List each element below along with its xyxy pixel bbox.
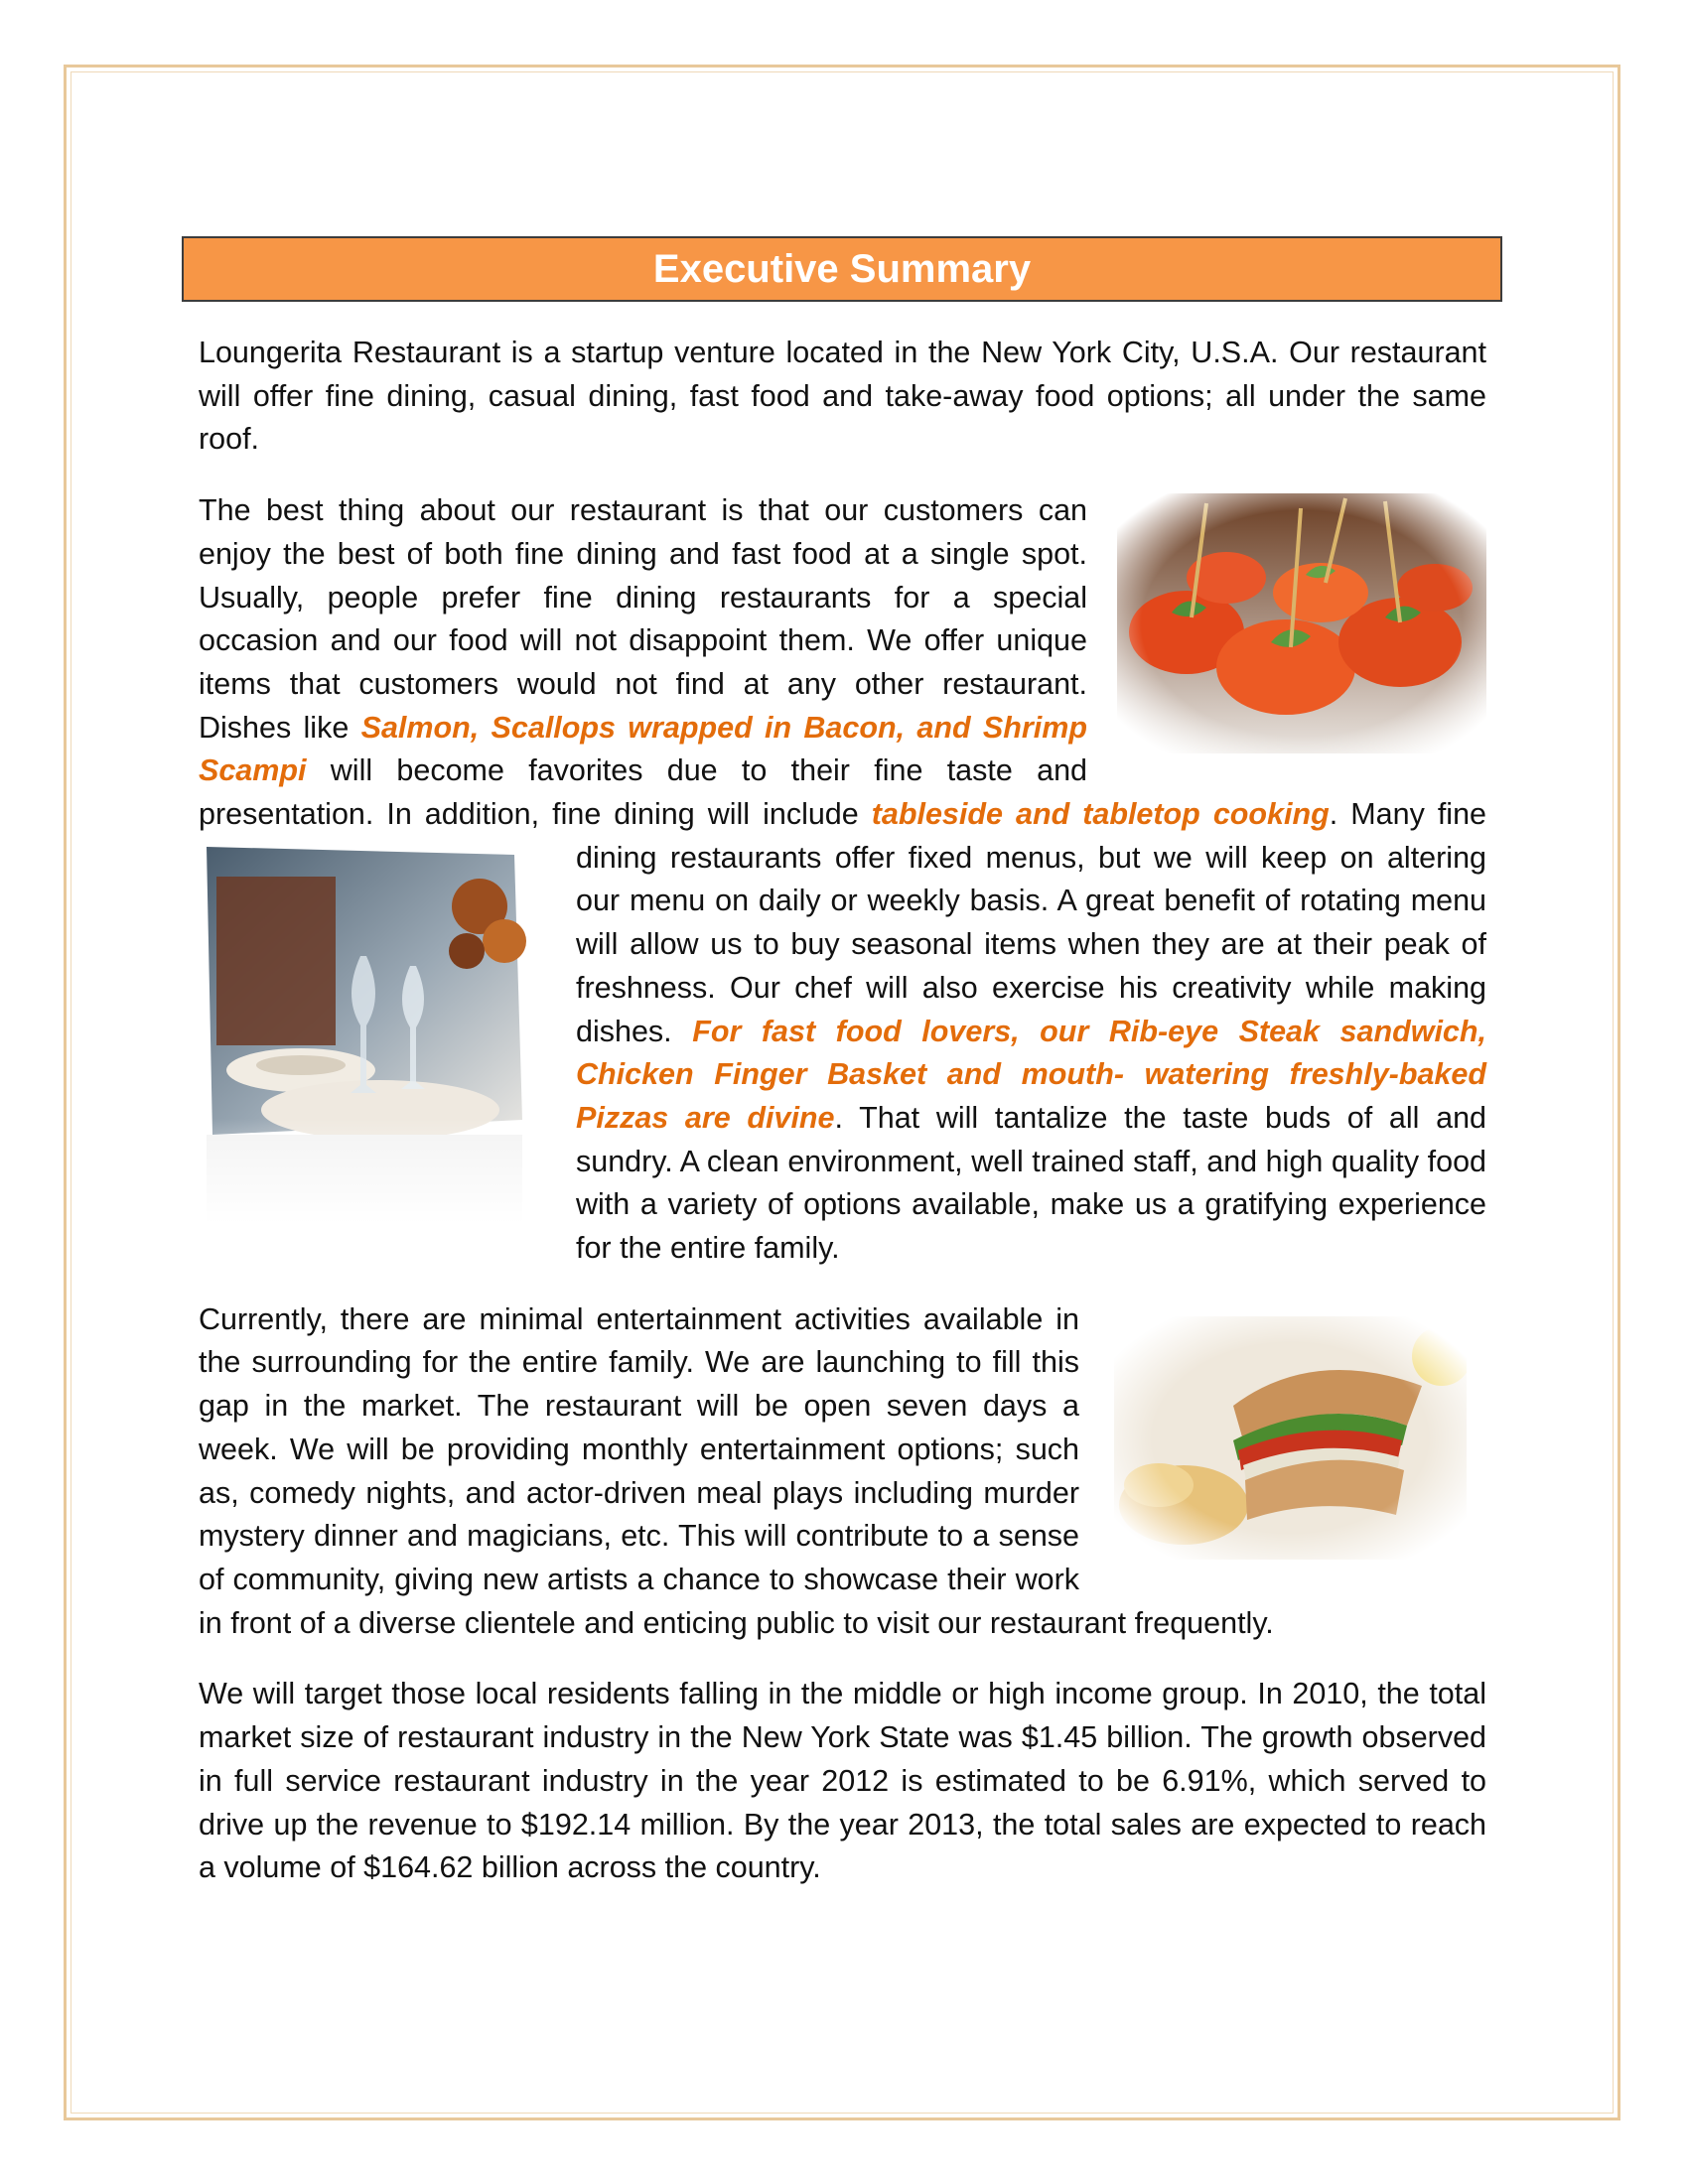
page-title: Executive Summary: [652, 246, 1032, 291]
paragraph-menu-text-1: The best thing about our restaurant is that our customers can enjoy the best of both fine dining and fast food at a single spot. Usually, people prefer fine dining restaurants for a special occasion and our food will not disappoint them. We offer unique items that customers would not find at any other restaurant. Dishes like: [199, 493, 1087, 745]
paragraph-menu-text-2: will become favorites due to their fine taste and presentation. In addition, fine dining will include: [199, 753, 1087, 832]
salmon-dish-photo: [1117, 493, 1486, 753]
paragraph-entertainment-text: Currently, there are minimal entertainment activities available in the surrounding for the entire family. We are launching to fill this gap in the market. The restaurant will be open seven days a week. We will be providing monthly entertainment options; such as, comedy nights, and actor-driven meal plays including murder mystery dinner and magicians, etc. This will contribute to a sense of community, giving new artists a chance to showcase their work in front of a diverse clientele and enticing public to visit our restaurant frequently.: [199, 1301, 1274, 1640]
highlight-signature-dishes: Salmon, Scallops wrapped in Bacon, and Shrimp Scampi: [199, 710, 1087, 788]
paragraph-market: We will target those local residents falling in the middle or high income group. In 2010, the total market size of restaurant industry in the New York State was $1.45 billion. The growth observed in full service restaurant industry in the year 2012 is estimated to be 6.91%, which served to drive up the revenue to $192.14 million. By the year 2013, the total sales are expected to reach a volume of $164.62 billion across the country.: [199, 1677, 1486, 1885]
fine-dining-table-photo: [207, 847, 534, 1224]
paragraph-intro: Loungerita Restaurant is a startup venture located in the New York City, U.S.A. Our restaurant will offer fine dining, casual dining, fast food and take-away food options; all under the same roof.: [199, 336, 1486, 457]
highlight-fast-food: For fast food lovers, our Rib-eye Steak sandwich, Chicken Finger Basket and mouth- watering freshly-baked Pizzas are divine: [576, 1014, 1486, 1135]
paragraph-entertainment: [199, 1298, 1486, 1646]
document-body: [199, 332, 1486, 1918]
highlight-tableside-cooking: tableside and tabletop cooking: [871, 797, 1330, 832]
sandwich-photo: [1114, 1316, 1467, 1560]
title-banner: [182, 236, 1502, 302]
paragraph-menu-text-3: . Many fine dining restaurants offer fixed menus, but we will keep on altering our menu on daily or weekly basis. A great benefit of rotating menu will allow us to buy seasonal items when they are at their peak of freshness. Our chef will also exercise his creativity while making dishes.: [576, 797, 1486, 1048]
paragraph-menu: [199, 489, 1486, 1271]
paragraph-menu-text-4: . That will tantalize the taste buds of all and sundry. A clean environment, well trained staff, and high quality food with a variety of options available, make us a gratifying experience for the entire family.: [576, 1100, 1486, 1266]
